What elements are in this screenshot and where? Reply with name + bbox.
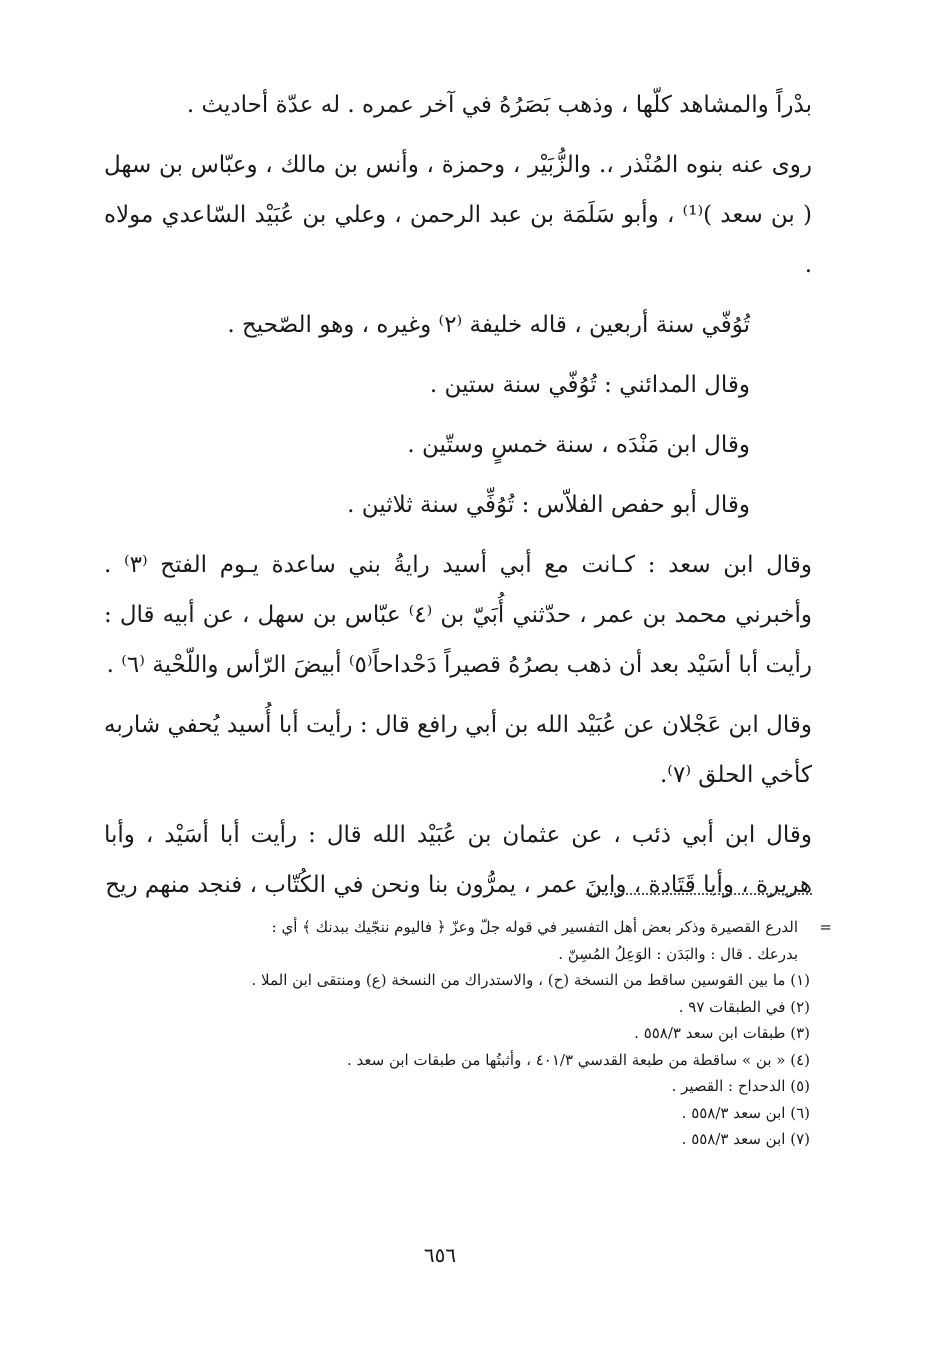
footnote-divider — [586, 893, 812, 895]
footnote-continuation-line: بدرعك . قال : والبَدَن : الوَعِلُ المُسِنّ . — [558, 944, 798, 963]
paragraph-death-year: تُوُفّي سنة أربعين ، قاله خليفة ⁽٢⁾ وغيره ، وهو الصّحيح . — [227, 312, 750, 338]
footnote-2: (٢) في الطبقات ٩٧ . — [678, 997, 810, 1016]
footnote-5: (٥) الدحداح : القصير . — [671, 1077, 810, 1095]
footnote-continuation-text: الدرع القصيرة وذكر بعض أهل التفسير في قوله جلّ وعزّ ﴿ فاليوم ننجّيك ببدنك ﴾ أي : — [271, 918, 798, 936]
footnote-7: (٧) ابن سعد ٥٥٨/٣ . — [681, 1130, 810, 1148]
paragraph-madaini: وقال المدائني : تُوُفّي سنة ستين . — [429, 372, 750, 398]
continuation-mark: = — [819, 918, 832, 936]
paragraph-ibn-abi-dhib: وقال ابن أبي ذئب ، عن عثمان بن عُبَيْد الله قال : رأيت أبا أسَيْد ، وأبا هريرة ، وأبا قَتَادة ، وابنَ عمر ، يمرُّون بنا ونحن في الكُتّاب ، فنجد منهم ريح — [104, 822, 812, 898]
paragraph-ibn-ajlan: وقال ابن عَجْلان عن عُبَيْد الله بن أبي رافع قال : رأيت أبا أُسيد يُحفي شاربه كأخي الحلق ⁽٧⁾. — [104, 712, 812, 788]
footnotes — [104, 914, 832, 1153]
footnote-continuation — [104, 914, 832, 941]
main-text — [104, 80, 812, 910]
paragraph-fallas: وقال أبو حفص الفلاّس : تُوُفِّي سنة ثلاثين . — [347, 492, 750, 518]
paragraph-narrators: روى عنه بنوه المُنْذر ،. والزُّبَيْر ، وحمزة ، وأنس بن مالك ، وعبّاس بن سهل ( بن سعد )⁽¹⁾ ، وأبو سَلَمَة بن عبد الرحمن ، وعلي بن عُبَيْد السّاعدي مولاه . — [104, 152, 812, 278]
footnote-4: (٤) « بن » ساقطة من طبعة القدسي ٤٠١/٣ ، وأثبتُها من طبقات ابن سعد . — [346, 1050, 810, 1069]
page-number: ٦٥٦ — [423, 1243, 457, 1267]
footnote-1: (١) ما بين القوسين ساقط من النسخة (ح) ، والاستدراك من النسخة (ع) ومنتقى ابن الملا . — [251, 971, 810, 989]
paragraph-ibn-mandah: وقال ابن مَنْدَه ، سنة خمسٍ وستّين . — [407, 432, 750, 458]
paragraph-intro-continuation: بدْراً والمشاهد كلّها ، وذهب بَصَرُهُ في آخر عمره . له عدّة أحاديث . — [186, 92, 812, 118]
paragraph-ibn-saad: وقال ابن سعد : كـانت مع أبي أسيد رايةُ بني ساعدة يـوم الفتح ⁽٣⁾ . وأخبرني محمد بن عمر ، حدّثني أُبَيّ بن ⁽٤⁾ عبّاس بن سهل ، عن أبيه قال : رأيت أبا أسَيْد بعد أن ذهب بصرُهُ قصيراً دَحْداحاً⁽٥⁾ أبيضَ الرّأس واللّحْية ⁽٦⁾ . — [104, 552, 812, 678]
footnote-3: (٣) طبقات ابن سعد ٥٥٨/٣ . — [634, 1024, 810, 1042]
footnote-6: (٦) ابن سعد ٥٥٨/٣ . — [681, 1103, 810, 1122]
